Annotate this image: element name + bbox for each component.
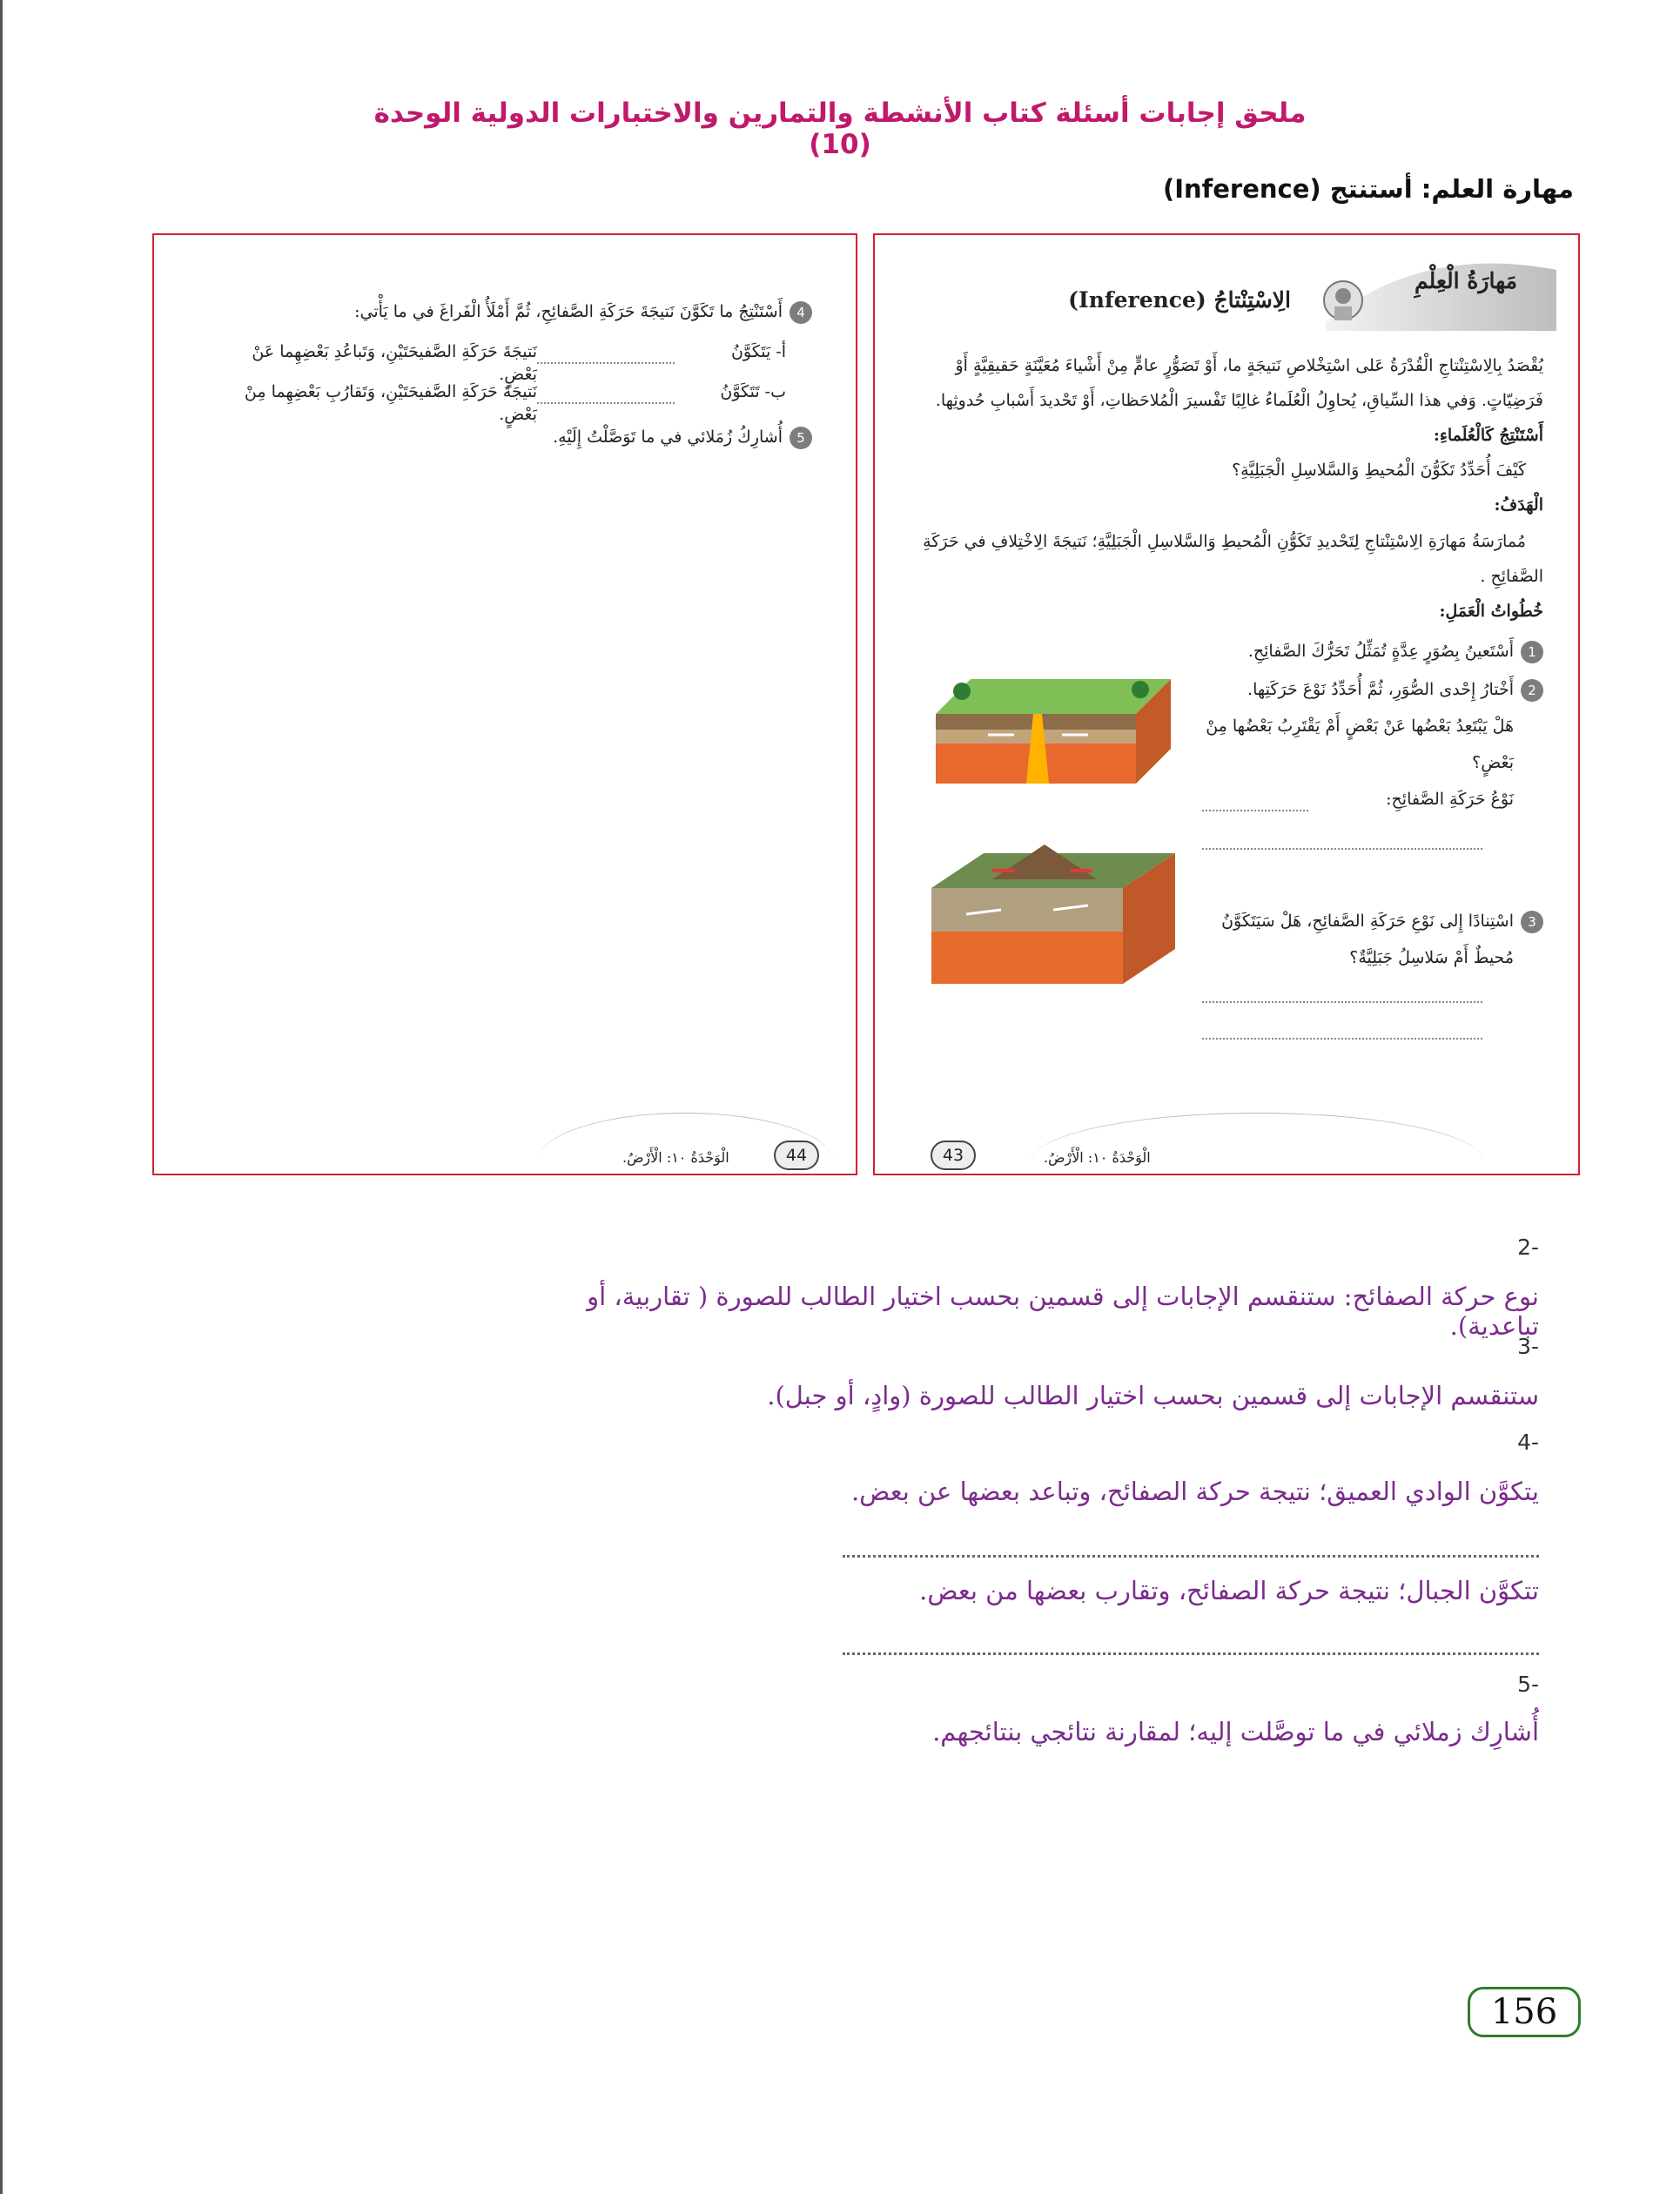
answer-dotted-line xyxy=(843,1652,1539,1655)
key-question: كَيْفَ أُحَدِّدُ تَكَوُّنَ الْمُحيطِ وَالسَّلاسِلِ الْجَبَلِيَّةِ؟ xyxy=(1232,461,1526,480)
answer-4-valley: يتكوَّن الوادي العميق؛ نتيجة حركة الصفائح، وتباعد بعضها عن بعض. xyxy=(850,1477,1539,1506)
appendix-title: ملحق إجابات أسئلة كتاب الأنشطة والتمارين والاختبارات الدولية الوحدة (10) xyxy=(373,98,1307,160)
banner-label: مَهارَةُ الْعِلْمِ xyxy=(1415,268,1517,293)
page-number-44: 44 xyxy=(774,1141,819,1170)
question-4: 4أَسْتَنْتِجُ ما تَكَوَّنَ نَتيجَةَ حَرَكَةِ الصَّفائِحِ، ثُمَّ أَمْلَأُ الْفَراغَ في ما يَأْتي: xyxy=(185,301,812,324)
book-page-44 xyxy=(152,233,857,1175)
step-2-question: هَلْ يَبْتَعِدُ بَعْضُها عَنْ بَعْضٍ أَمْ يَقْتَرِبُ بَعْضُها مِنْ xyxy=(1206,717,1514,736)
steps-label: خُطُواتُ الْعَمَلِ: xyxy=(1439,602,1543,621)
step-2: 2أَخْتارُ إِحْدى الصُّوَرِ، ثُمَّ أُحَدِّدُ نَوْعَ حَرَكَتِها. xyxy=(1143,679,1543,702)
fill-b-label: ب- تَتَكَوَّنُ xyxy=(720,382,786,401)
answer-dotted-line xyxy=(1202,1001,1482,1003)
answer-5: أُشارِك زملائي في ما توصَّلت إليه؛ لمقارنة نتائجي بنتائجهم. xyxy=(932,1717,1539,1746)
answer-number-2: 2- xyxy=(1517,1235,1539,1260)
question-5: 5أُشارِكُ زُمَلائي في ما تَوَصَّلْتُ إِلَيْهِ. xyxy=(464,427,812,449)
fill-a-label: أ- يَتَكَوَّنُ xyxy=(730,342,786,361)
skill-heading: مهارة العلم: أستنتج (Inference) xyxy=(1162,174,1574,204)
step-number-badge: 2 xyxy=(1521,679,1543,702)
step-3-question-end: مُحيطٌ أَمْ سَلاسِلُ جَبَلِيَّةٌ؟ xyxy=(1349,948,1514,967)
goal-line-2: الصَّفائِحِ . xyxy=(1480,567,1543,586)
answer-number-5: 5- xyxy=(1517,1672,1539,1697)
left-margin-rule xyxy=(0,0,3,2194)
fill-b-blank xyxy=(537,402,675,404)
converging-plates-illustration xyxy=(931,845,1175,984)
fill-a-blank xyxy=(537,362,675,364)
answer-number-3: 3- xyxy=(1517,1334,1539,1359)
footer-unit-label: الْوَحْدَةُ ١٠: الْأَرْضُ. xyxy=(1044,1149,1151,1166)
intro-line-1: يُقْصَدُ بِالِاسْتِنْتاجِ الْقُدْرَةُ عَلى اسْتِخْلاصِ نَتيجَةٍ ما، أَوْ تَصَوُّرٍ عامٍّ مِنْ أَشْياءَ مُعَيَّنَةٍ حَقيقِيَّةٍ أَوْ xyxy=(955,356,1543,375)
step-3: 3اسْتِنادًا إِلى نَوْعِ حَرَكَةِ الصَّفائِحِ، هَلْ سَيَتَكَوَّنُ xyxy=(1178,911,1543,933)
answer-number-4: 4- xyxy=(1517,1430,1539,1455)
page-number-43: 43 xyxy=(931,1141,976,1170)
step-number-badge: 3 xyxy=(1521,911,1543,933)
intro-line-2: فَرَضِيّاتٍ. وَفي هذا السِّياقِ، يُحاوِلُ الْعُلَماءُ غالِبًا تَفْسيرَ الْمُلاحَظاتِ، أَوْ تَحْديدَ أَسْبابِ حُدوثِها. xyxy=(935,391,1543,410)
answer-4-mountains: تتكوَّن الجبال؛ نتيجة حركة الصفائح، وتقارب بعضها من بعض. xyxy=(919,1576,1539,1605)
footer-unit-label: الْوَحْدَةُ ١٠: الْأَرْضُ. xyxy=(622,1149,729,1166)
infer-label: أَسْتَنْتِجُ كَالْعُلَماءِ: xyxy=(1433,426,1543,445)
fill-a-rest: نَتيجَةَ حَرَكَةِ الصَّفيحَتَيْنِ، وَتَباعُدِ بَعْضِهِما عَنْ بَعْضٍ. xyxy=(252,342,537,384)
answer-3: ستنقسم الإجابات إلى قسمين بحسب اختيار الطالب للصورة (وادٍ، أو جبل). xyxy=(767,1381,1539,1410)
goal-label: الْهَدَفُ: xyxy=(1494,495,1543,515)
inference-heading: الِاسْتِنْتاجُ (Inference) xyxy=(1068,287,1291,313)
page-number: 156 xyxy=(1468,1987,1581,2037)
step-2-question-end: بَعْضٍ؟ xyxy=(1472,753,1514,772)
step-number-badge: 5 xyxy=(790,427,812,449)
book-page-43 xyxy=(873,233,1580,1175)
plate-type-label: نَوْعُ حَرَكَةِ الصَّفائِحِ: xyxy=(1386,790,1514,809)
fill-b-rest: نَتيجَةَ حَرَكَةِ الصَّفيحَتَيْنِ، وَتَقارُبِ بَعْضِهِما مِنْ بَعْضٍ. xyxy=(244,382,537,424)
goal-line-1: مُمارَسَةُ مَهارَةِ الِاسْتِنْتاجِ لِتَحْديدِ تَكَوُّنِ الْمُحيطِ وَالسَّلاسِلِ الْجَبَلِيَّةِ؛ نَتيجَةَ الِاخْتِلافِ في حَرَكَةِ xyxy=(923,532,1526,551)
step-number-badge: 1 xyxy=(1521,641,1543,663)
answer-dotted-line xyxy=(843,1555,1539,1558)
answer-2: نوع حركة الصفائح: ستنقسم الإجابات إلى قسمين بحسب اختيار الطالب للصورة ( تقاربية، أو تباعدية). xyxy=(587,1282,1539,1341)
answer-dotted-line xyxy=(1202,810,1308,811)
answer-dotted-line xyxy=(1202,848,1482,850)
answer-dotted-line xyxy=(1202,1038,1482,1040)
step-number-badge: 4 xyxy=(790,301,812,324)
step-1: 1أَسْتَعينُ بِصُوَرٍ عِدَّةٍ تُمَثِّلُ تَحَرُّكَ الصَّفائِحِ. xyxy=(1143,641,1543,663)
diverging-plates-illustration xyxy=(936,679,1171,784)
